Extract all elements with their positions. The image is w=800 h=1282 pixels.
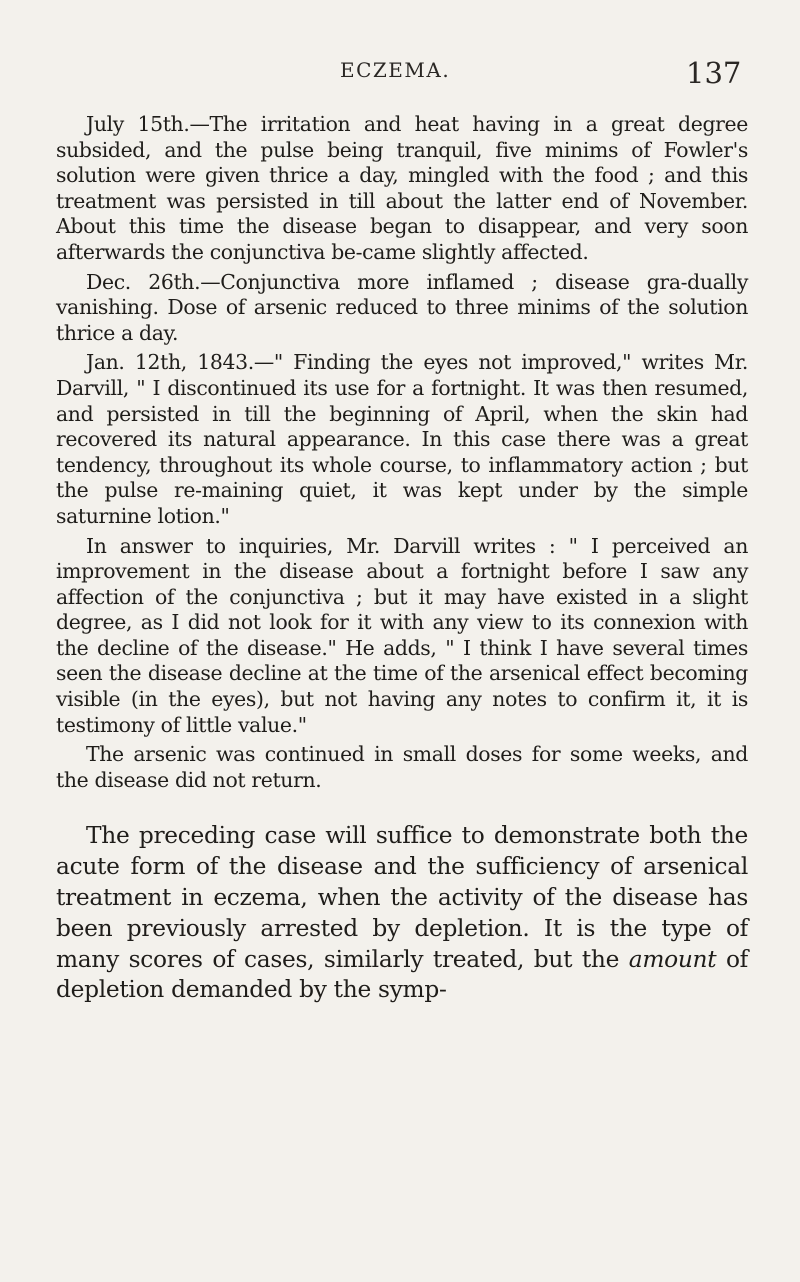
closing-text-start: The preceding case will suffice to demonstrate both the acute form of the disease and the sufficiency of arsenical treatment in eczema, when the activity of the disease has been previously arrested by depletion. It is the type of many scores of cases, similarly treated, but the — [56, 822, 748, 973]
paragraph-july-15: July 15th.—The irritation and heat having in a great degree subsided, and the pulse being tranquil, five minims of Fowler's solution were given thrice a day, mingled with the food ; and this treatment was persisted in till about the latter end of November. About this time the disease began to disappear, and very soon afterwards the conjunctiva be-came slightly affected. — [56, 112, 748, 264]
paragraph-dec-26: Dec. 26th.—Conjunctiva more inflamed ; disease gra-dually vanishing. Dose of arsenic reduced to three minims of the solution thrice a day. — [56, 269, 748, 345]
body-text — [56, 112, 748, 1006]
page-number: 137 — [686, 56, 742, 90]
commentary — [56, 821, 748, 1006]
running-head-title: ECZEMA. — [340, 58, 451, 82]
case-notes — [56, 112, 748, 793]
closing-text-end: of depletion demanded by the symp- — [56, 945, 749, 1004]
paragraph-darvill-answer: In answer to inquiries, Mr. Darvill writes : " I perceived an improvement in the disease about a fortnight before I saw any affection of the conjunctiva ; but it may have existed in a slight degree, as I did not look for it with any view to its connexion with the decline of the disease." He adds, " I think I have several times seen the disease decline at the time of the arsenical effect becoming visible (in the eyes), but not having any notes to confirm it, it is testimony of little value." — [56, 533, 748, 737]
running-head — [0, 58, 800, 98]
paragraph-preceding-case — [56, 821, 748, 1006]
closing-text-emphasis: amount — [628, 945, 717, 973]
paragraph-jan-12: Jan. 12th, 1843.—" Finding the eyes not improved," writes Mr. Darvill, " I discontinued its use for a fortnight. It was then resumed, and persisted in till the beginning of April, when the skin had recovered its natural appearance. In this case there was a great tendency, throughout its whole course, to inflammatory action ; but the pulse re-maining quiet, it was kept under by the simple saturnine lotion." — [56, 350, 748, 528]
paragraph-arsenic-continued: The arsenic was continued in small doses for some weeks, and the disease did not return. — [56, 742, 748, 792]
